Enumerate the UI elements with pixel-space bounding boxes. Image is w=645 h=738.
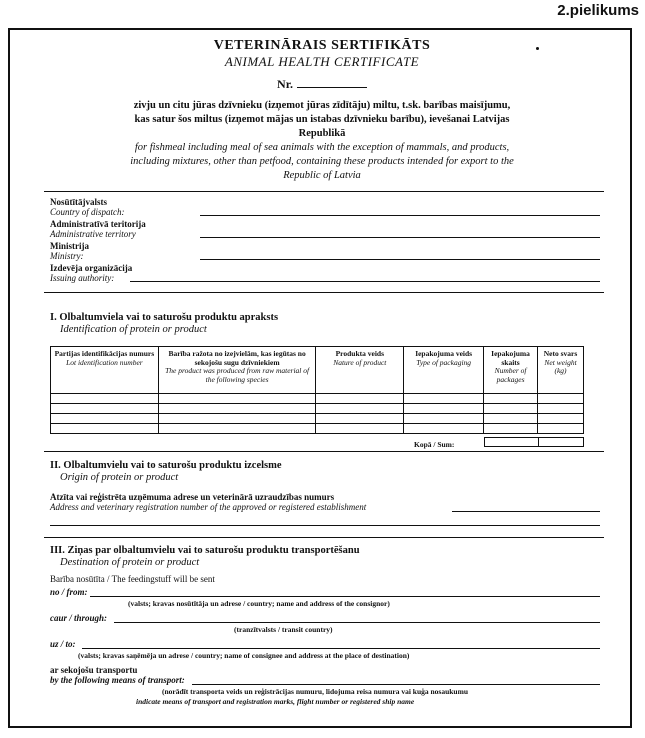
subject-en-2: including mixtures, other than petfood, containing these products intended for export to the	[130, 156, 514, 167]
col-packaging: Iepakojuma veids Type of packaging	[404, 347, 484, 394]
section2-rule	[44, 451, 604, 452]
col-species: Barība ražota no izejvielām, kas iegūtas no sekojošu sugu dzīvniekiem The product was produced from raw material of the following species	[158, 347, 316, 394]
to-label: uz / to:	[50, 639, 76, 649]
subject-en-3: Republic of Latvia	[283, 170, 361, 181]
number-label: Nr.	[277, 77, 293, 91]
product-table	[50, 346, 584, 434]
establishment-input-line-2[interactable]	[50, 525, 600, 526]
subject-lv-2: kas satur šos miltus (izņemot mājas un istabas dzīvnieku barību), ievešanai Latvijas	[134, 114, 510, 125]
certificate-frame	[8, 28, 632, 728]
to-input-line[interactable]	[82, 648, 600, 649]
establishment-input-line[interactable]	[452, 511, 600, 512]
subject-en-1: for fishmeal including meal of sea animals with the exception of mammals, and products,	[134, 142, 510, 153]
from-hint: (valsts; kravas nosūtītāja un adrese / country; name and address of the consignor)	[128, 599, 390, 608]
certificate-number	[10, 77, 634, 92]
to-hint: (valsts; kravas saņēmēja un adrese / country; name of consignee and address at the place of destination)	[78, 651, 410, 660]
sum-label: Kopā / Sum:	[414, 440, 455, 449]
subject-block	[10, 99, 634, 183]
title-en: ANIMAL HEALTH CERTIFICATE	[224, 54, 420, 69]
through-hint: (tranzītvalsts / transit country)	[234, 625, 333, 634]
through-input-line[interactable]	[114, 622, 600, 623]
section3-heading: III. Ziņas par olbaltumvielu vai to saturošu produktu transportēšanu Destination of protein or product	[50, 545, 360, 568]
section3-rule	[44, 537, 604, 538]
annex-label: 2.pielikums	[557, 2, 639, 19]
establishment-address-label: Atzīta vai reģistrēta uzņēmuma adrese un veterinārā uzraudzības numurs Address and veterinary registration number of the approved or registered establishment	[50, 492, 367, 512]
table-row[interactable]	[51, 424, 584, 434]
field-ministry: Ministrija Ministry:	[50, 241, 89, 261]
field-country: Nosūtītājvalsts Country of dispatch:	[50, 197, 125, 217]
transport-label: ar sekojošu transportu by the following means of transport:	[50, 665, 185, 685]
sum-packages-box[interactable]	[484, 437, 539, 447]
sent-label: Barība nosūtīta / The feedingstuff will be sent	[50, 574, 215, 584]
section2-heading: II. Olbaltumvielu vai to saturošu produktu izcelsme Origin of protein or product	[50, 460, 282, 483]
from-input-line[interactable]	[90, 596, 600, 597]
from-label: no / from:	[50, 587, 88, 597]
transport-hint-en: indicate means of transport and registration marks, flight number or registered ship name	[136, 697, 415, 706]
ministry-input-line[interactable]	[200, 259, 600, 260]
transport-hint-lv: (norādīt transporta veids un reģistrācijas numuru, lidojuma reisa numura vai kuģa nosaukumu	[162, 687, 469, 696]
table-row[interactable]	[51, 414, 584, 424]
section1-rule	[44, 292, 604, 293]
authority-input-line[interactable]	[130, 281, 600, 282]
col-nature: Produkta veids Nature of product	[316, 347, 404, 394]
title-lv: VETERINĀRAIS SERTIFIKĀTS	[213, 38, 431, 53]
section1-heading: I. Olbaltumviela vai to saturošu produktu apraksts Identification of protein or product	[50, 312, 279, 335]
col-weight: Neto svars Net weight (kg)	[538, 347, 584, 394]
sum-weight-box[interactable]	[538, 437, 584, 447]
field-territory: Administratīvā teritorija Administrative territory	[50, 219, 146, 239]
through-label: caur / through:	[50, 613, 108, 623]
table-row[interactable]	[51, 394, 584, 404]
header-rule	[44, 191, 604, 192]
field-authority: Izdevēja organizācija Issuing authority:	[50, 263, 133, 283]
col-lot: Partijas identifikācijas numurs Lot identification number	[51, 347, 159, 394]
territory-input-line[interactable]	[200, 237, 600, 238]
product-table-header	[51, 347, 584, 394]
col-packages: Iepakojuma skaits Number of packages	[484, 347, 538, 394]
transport-input-line[interactable]	[192, 684, 600, 685]
subject-lv-3: Republikā	[298, 128, 346, 139]
country-input-line[interactable]	[200, 215, 600, 216]
table-row[interactable]	[51, 404, 584, 414]
number-field[interactable]	[297, 77, 367, 88]
subject-lv-1: zivju un citu jūras dzīvnieku (izņemot jūras zīdītāju) miltu, t.sk. barības maisījumu,	[133, 100, 511, 111]
